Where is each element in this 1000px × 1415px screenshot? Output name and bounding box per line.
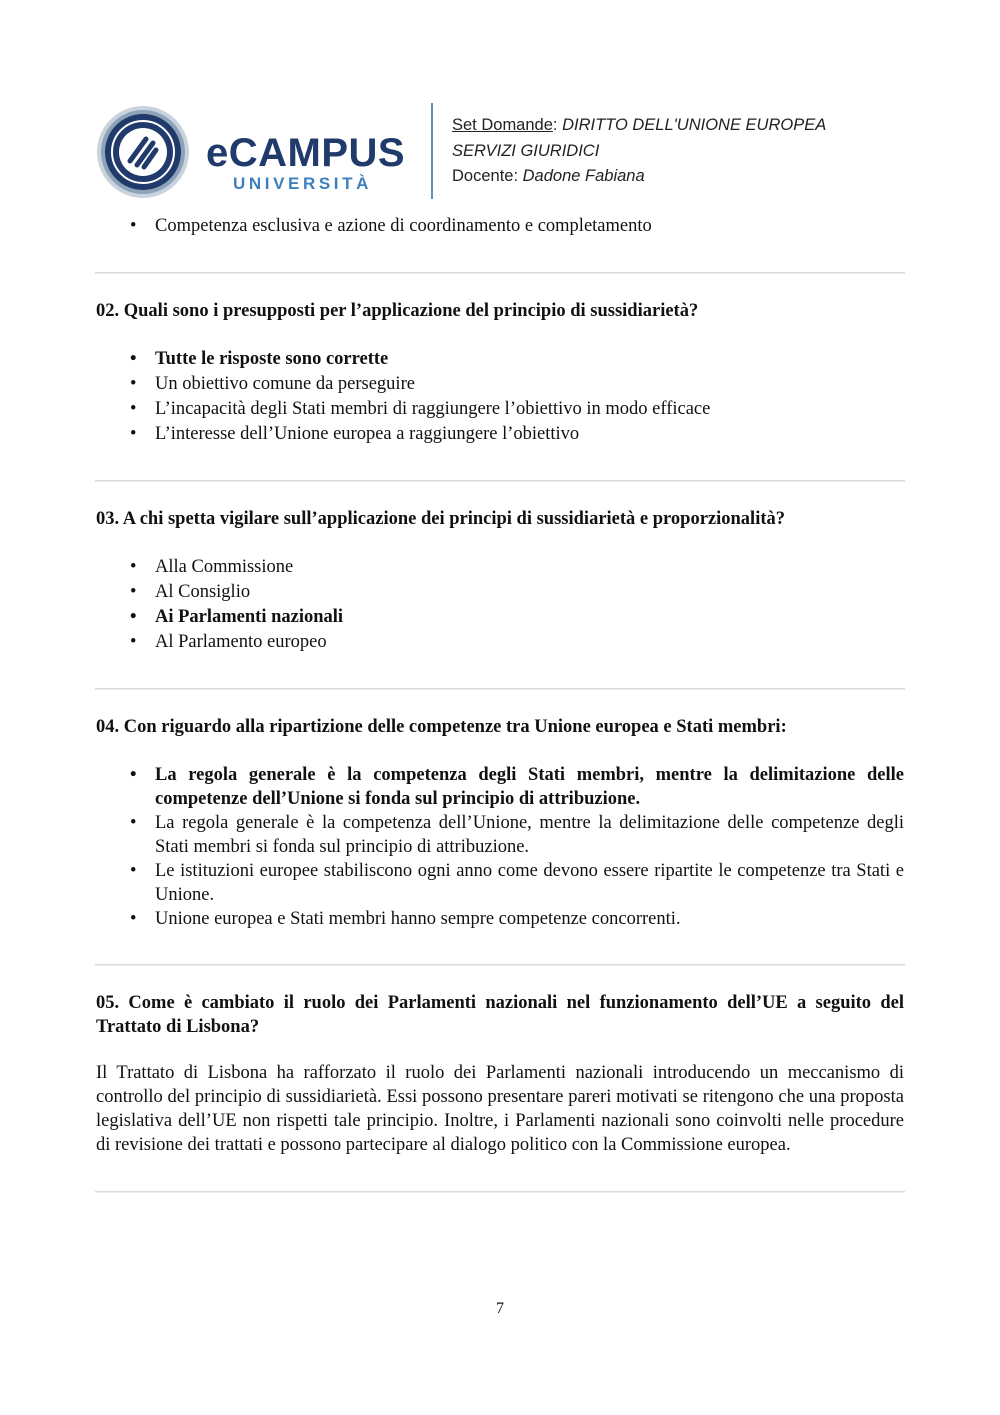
brand-wordmark-main: eCAMPUS [206, 131, 406, 175]
page-number: 7 [496, 1300, 504, 1317]
answer-item: • L’interesse dell’Unione europea a raggiungere l’obiettivo [155, 422, 904, 447]
answer-item-correct: • Ai Parlamenti nazionali [155, 605, 904, 630]
brand-wordmark-sub: UNIVERSITÀ [233, 174, 372, 193]
answer-item-correct: • La regola generale è la competenza degli Stati membri, mentre la delimitazione delle competenze dell’Unione si fonda sul principio di attribuzione. [155, 763, 904, 811]
question-list [96, 214, 904, 1193]
answer-list [96, 555, 904, 655]
answer-item: • Un obiettivo comune da perseguire [155, 372, 904, 397]
answer-list [96, 763, 904, 931]
question-title: 03. A chi spetta vigilare sull’applicazione dei principi di sussidiarietà e proporzionalità? [96, 509, 785, 529]
set-label: Set Domande [452, 116, 553, 134]
question-title: 02. Quali sono i presupposti per l’applicazione del principio di sussidiarietà? [96, 301, 699, 321]
section-divider [95, 1191, 905, 1193]
ecampus-seal-logo [96, 105, 190, 199]
answer-item: • L’incapacità degli Stati membri di raggiungere l’obiettivo in modo efficace [155, 397, 904, 422]
answer-item-correct: • Tutte le risposte sono corrette [155, 347, 904, 372]
ecampus-wordmark [206, 133, 421, 193]
answer-item: • Al Parlamento europeo [155, 630, 904, 655]
course-line-1: Set Domande: DIRITTO DELL'UNIONE EUROPEA [452, 116, 827, 134]
answer-list [96, 347, 904, 447]
course-line-2: SERVIZI GIURIDICI [452, 141, 600, 160]
question-title: 05. Come è cambiato il ruolo dei Parlamenti nazionali nel funzionamento dell’UE a seguito del Trattato di Lisbona? [96, 993, 904, 1037]
course-info [452, 113, 826, 190]
answer-paragraph: Il Trattato di Lisbona ha rafforzato il ruolo dei Parlamenti nazionali introducendo un meccanismo di controllo del principio di sussidiarietà. Essi possono presentare pareri motivati se ritengono che una proposta legislativa dell’UE non rispetti tale principio. Inoltre, i Parlamenti nazionali sono coinvolti nelle procedure di revisione dei trattati e possono partecipare al dialogo politico con la Commissione europea. [96, 1063, 904, 1155]
docente-line [452, 164, 826, 190]
answer-item: • Al Consiglio [155, 580, 904, 605]
header-divider [431, 103, 433, 199]
answer-item: • Le istituzioni europee stabiliscono ogni anno come devono essere ripartite le competenze tra Stati e Unione. [155, 859, 904, 907]
document-header [96, 103, 916, 201]
question-title: 04. Con riguardo alla ripartizione delle competenze tra Unione europea e Stati membri: [96, 717, 787, 737]
carryover-answer-list [96, 214, 904, 239]
answer-item: • La regola generale è la competenza dell’Unione, mentre la delimitazione delle competenze degli Stati membri si fonda sul principio di attribuzione. [155, 811, 904, 859]
course-title: DIRITTO DELL'UNIONE EUROPEA [562, 116, 827, 134]
answer-item: • Unione europea e Stati membri hanno sempre competenze concorrenti. [155, 907, 904, 931]
answer-item: • Alla Commissione [155, 555, 904, 580]
answer-item: • Competenza esclusiva e azione di coordinamento e completamento [155, 214, 904, 239]
docente-name: Dadone Fabiana [522, 167, 645, 185]
docente-label: Docente: [452, 167, 523, 185]
